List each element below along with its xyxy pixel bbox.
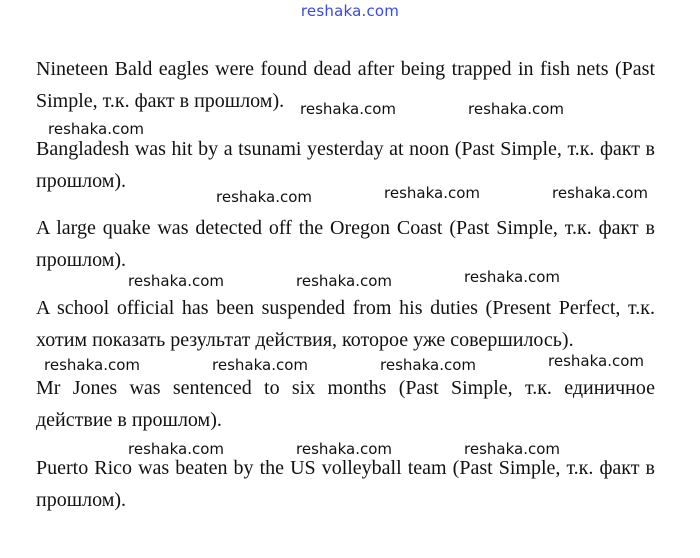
paragraph-3: A large quake was detected off the Oregon Coast (Past Simple, т.к. факт в прошлом). [36, 217, 655, 271]
watermark: reshaka.com [296, 440, 392, 458]
watermark: reshaka.com [300, 100, 396, 118]
watermark: reshaka.com [468, 100, 564, 118]
watermark: reshaka.com [552, 184, 648, 202]
watermark: reshaka.com [380, 356, 476, 374]
watermark: reshaka.com [216, 188, 312, 206]
paragraph-1: Nineteen Bald eagles were found dead after being trapped in fish nets (Past Simple, т.к. факт в прошлом). [36, 58, 655, 112]
watermark: reshaka.com [384, 184, 480, 202]
watermark: reshaka.com [48, 120, 144, 138]
watermark: reshaka.com [464, 268, 560, 286]
watermark: reshaka.com [548, 352, 644, 370]
paragraph-4: A school official has been suspended from his duties (Present Perfect, т.к. хотим показать результат действия, которое уже совершилось). [36, 297, 655, 351]
watermark: reshaka.com [464, 440, 560, 458]
header-watermark: reshaka.com [300, 2, 400, 20]
paragraph-2: Bangladesh was hit by a tsunami yesterday at noon (Past Simple, т.к. факт в прошлом). [36, 138, 655, 192]
watermark: reshaka.com [128, 272, 224, 290]
paragraph-6: Puerto Rico was beaten by the US volleyball team (Past Simple, т.к. факт в прошлом). [36, 457, 655, 511]
watermark: reshaka.com [296, 272, 392, 290]
watermark: reshaka.com [128, 440, 224, 458]
watermark: reshaka.com [44, 356, 140, 374]
watermark: reshaka.com [212, 356, 308, 374]
paragraph-5: Mr Jones was sentenced to six months (Past Simple, т.к. единичное действие в прошлом). [36, 377, 655, 431]
